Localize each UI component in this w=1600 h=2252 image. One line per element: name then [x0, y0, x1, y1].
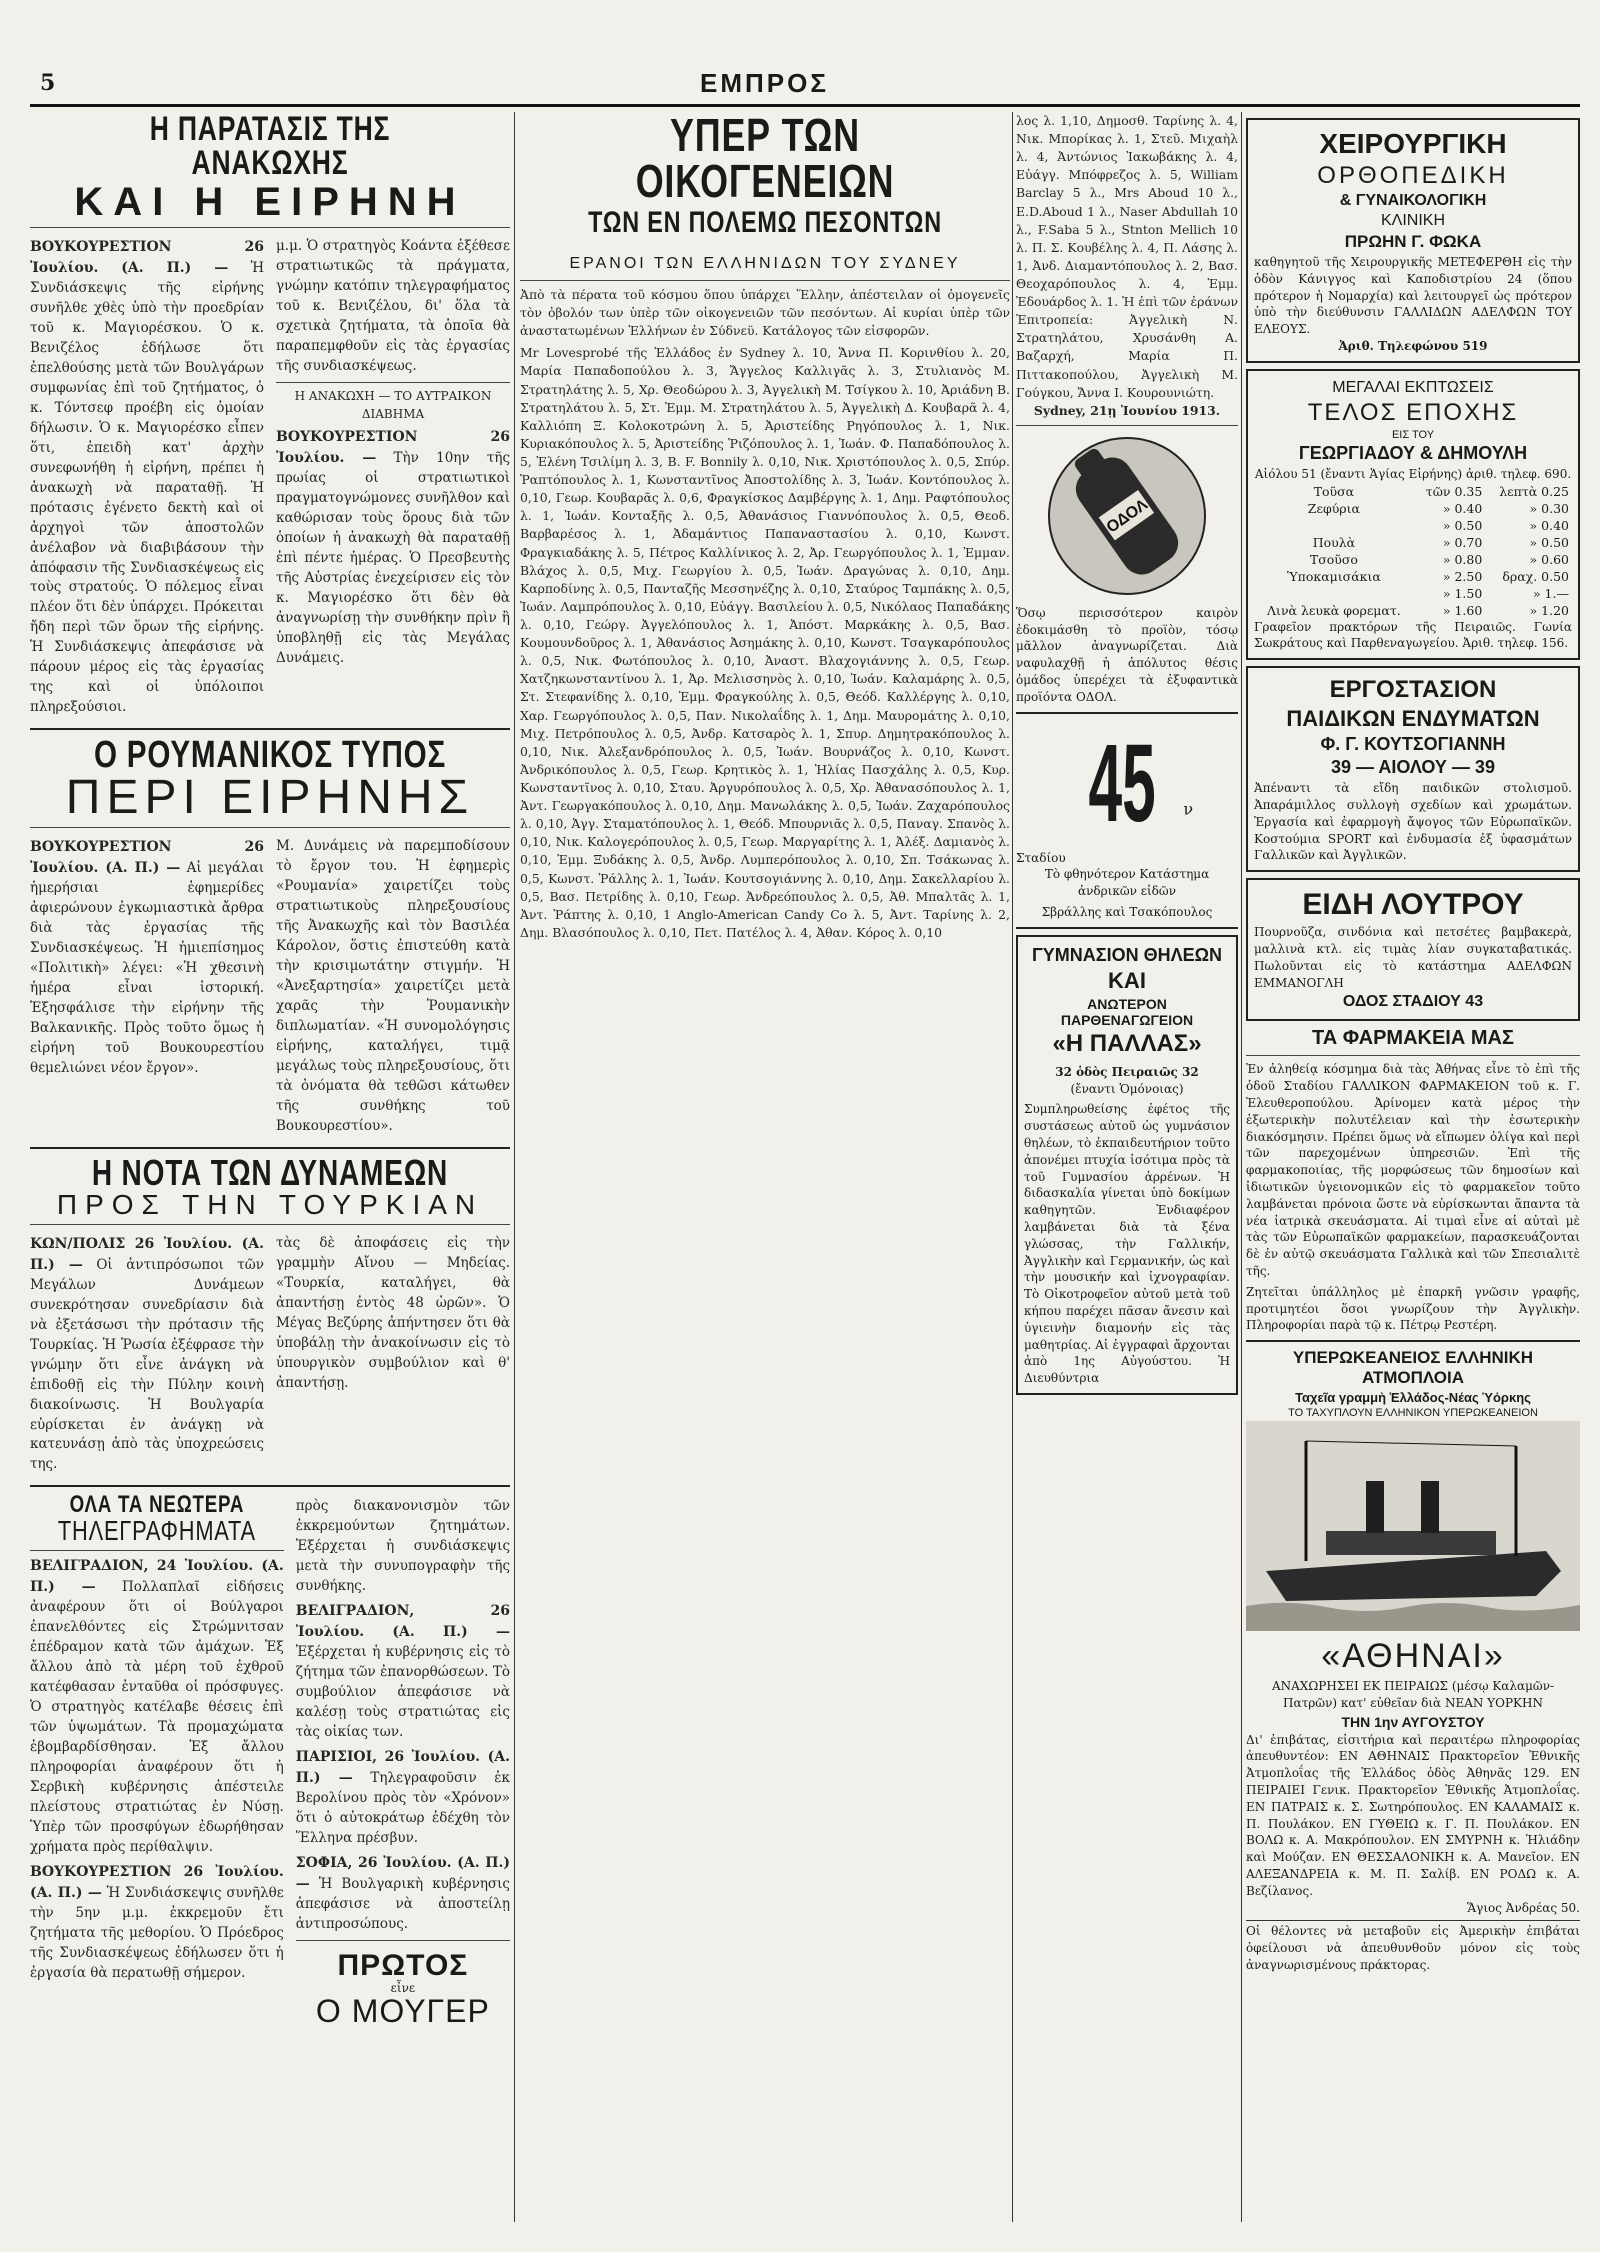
price-cell: » 1.60 [1442, 602, 1483, 618]
price-row [1254, 534, 1572, 551]
article-body: ΣΟΦΙΑ, 26 Ἰουλίου. (Α. Π.) — Ἡ Βουλγαρικὴ κυβέρνησις ἀπεφάσισε νὰ ἀποστείλῃ ἀντιπροσώπους. [295, 1854, 510, 1932]
price-row [1254, 551, 1572, 568]
ad-text: Ὅσῳ περισσότερον καιρὸν ἐδοκιμάσθη τὸ προϊὸν, τόσῳ μᾶλλον ἀναγνωρίζεται. Διὰ ναφυλαχθῇ ἡ ἀπόλυτος θέσις ὁμάδος ὑπερέχει τὰ ἐξυφαντικὰ προϊόντα ΟΔΟΛ. [1016, 605, 1238, 704]
article-body: τὰς δὲ ἀποφάσεις εἰς τὴν γραμμὴν Αἴνου — Μηδείας. «Τουρκία, καταλήγει, θὰ ἀπαντήσῃ ἐντὸς 48 ὡρῶν». Ὁ Μέγας Βεζύρης ἀπήντησεν ὅτι θὰ ὑποβάλῃ τὴν ἀνακοίνωσιν εἰς τὸ ὑπουργικὸν συμβούλιον καὶ θ' ἀπαντήσῃ. [276, 1234, 510, 1391]
article-body: ΒΟΥΚΟΥΡΕΣΤΙΟΝ 26 Ἰουλίου. — Τὴν 10ην τῆς πρωίας οἱ στρατιωτικοὶ πραγματογνώμονες συνῆλθον καὶ καθώρισαν τοὺς ὅρους διὰ τῶν ὁποίων ἡ ἀνακωχὴ θὰ παραταθῇ ἐπὶ πέντε ἡμέρας. Ὁ Πρεσβευτὴς τῆς Αὐστρίας ἐνεχείρισεν εἰς τὸν κ. Μαγιορέσκο ὅτι δὲν θὰ ἀναγνωρίσῃ τὴν συνθήκην πρὶν ἢ ὑποβληθῇ εἰς τὰς Μεγάλας Δυνάμεις. [276, 429, 510, 666]
article-body: Ἐν ἀληθείᾳ κόσμημα διὰ τὰς Ἀθήνας εἶνε τὸ ἐπὶ τῆς ὁδοῦ Σταδίου ΓΑΛΛΙΚΟΝ ΦΑΡΜΑΚΕΙΟΝ τοῦ κ. Γ. Ἐλευθεροπούλου. Ἀρίνομεν κατὰ μέρος τὴν ἐξωτερικὴν πολυτέλειαν καὶ τὴν ἐσωτερικὴν διακόσμησιν. Πρέπει ὅμως νὰ εἴπωμεν ὀλίγα καὶ περὶ τῶν παρεχομένων ὑπηρεσιῶν. Ἐπὶ τῆς φαρμακοποιίας, τῆς μορφώσεως τῶν δημοσίων καὶ ἰδιωτικῶν ὑγειονομικῶν εἰς τὸ φαρμακεῖον τοῦτο λαμβάνεται πρόνοια ὥστε νὰ εὑρίσκωνται ἅπαντα τὰ νέα ἰατρικὰ σκευάσματα. Αἱ τιμαὶ εἶνε αἱ αὐταὶ μὲ τὰς τῶν Εὐρωπαϊκῶν φαρμακείων, παρασκευάζονται δὲ ἐν αὐτῷ σκευάσματα Γαλλικὰ καὶ τῶν Σπεσιαλιτὲ τῆς. [1246, 1062, 1580, 1278]
price-row [1254, 483, 1572, 500]
ad-title: ΟΡΘΟΠΕΔΙΚΗ [1317, 162, 1509, 189]
article-body: ΒΕΛΙΓΡΑΔΙΟΝ, 26 Ἰουλίου. (Α. Π.) — Ἐξέρχεται ἡ κυβέρνησις εἰς τὸ ζήτημα τῶν ἐπανορθώσεων. Τὸ συμβούλιον ἀπεφάσισε νὰ καλέσῃ τοὺς στρατιώτας εἰς τὰς οἰκίας των. [295, 1603, 510, 1741]
ad-title: ΠΑΙΔΙΚΩΝ ΕΝΔΥΜΑΤΩΝ [1286, 706, 1540, 732]
price-cell: » 0.30 [1529, 500, 1569, 516]
ad-title: Ο ΜΟΥΓΕΡ [315, 1992, 490, 2029]
price-cell: » 1.20 [1529, 602, 1569, 618]
ad-address: 39 — ΑΙΟΛΟΥ — 39 [1331, 757, 1495, 778]
price-cell: Ζεφύρια [1307, 500, 1361, 516]
article-body: ΠΑΡΙΣΙΟΙ, 26 Ἰουλίου. (Α. Π.) — Τηλεγραφοῦσιν ἐκ Βερολίνου πρὸς τὸν «Χρόνον» ὅτι ὁ αὐτοκράτωρ ἐδέχθη τὸν Ἕλληνα πρέσβυν. [295, 1749, 510, 1846]
ad-text: Ἅγιος Ἀνδρέας 50. [1467, 1900, 1580, 1915]
ad-title: ΠΡΩΗΝ Γ. ΦΩΚΑ [1344, 232, 1482, 251]
school-name: «Η ΠΑΛΛΑΣ» [1052, 1029, 1202, 1057]
article-title: ΠΕΡΙ ΕΙΡΗΝΗΣ [65, 771, 475, 825]
ship-name: «ΑΘΗΝΑΙ» [1321, 1637, 1505, 1676]
price-cell [1254, 517, 1414, 534]
price-cell: Τοῦσα [1313, 483, 1355, 499]
column-divider [1012, 112, 1013, 2222]
article-title: ΚΑΙ Η ΕΙΡΗΝΗ [74, 180, 466, 224]
price-cell: λεπτὰ 0.25 [1499, 483, 1569, 499]
article-body: Ἀπὸ τὰ πέρατα τοῦ κόσμου ὅπου ὑπάρχει Ἕλλην, ἀπέστειλαν οἱ ὁμογενεῖς τὸν ὀβολόν των ὑπὲρ τῶν οἰκογενειῶν τῶν πεσόντων. Αἱ κυρίαι ὑπὲρ τῶν ἀναστατωμένων Ἑλλήνων ἐν Σύδνεϋ. Κατάλογος τῶν εἰσφορῶν. [520, 287, 1010, 339]
article-romanian-press [30, 736, 510, 1141]
header-rule [30, 104, 1580, 107]
ad-title: Ταχεῖα γραμμὴ Ἑλλάδος-Νέας Ὑόρκης [1295, 1390, 1531, 1406]
school-advert [1016, 935, 1238, 1395]
ad-title: Φ. Γ. ΚΟΥΤΣΟΓΙΑΝΝΗ [1320, 734, 1506, 755]
ad-title: ΧΕΙΡΟΥΡΓΙΚΗ [1319, 128, 1507, 159]
ad-text: ΑΝΑΧΩΡΗΣΕΙ ΕΚ ΠΕΙΡΑΙΩΣ (μέσῳ Καλαμῶν-Πατρῶν) κατ' εὐθεῖαν διὰ ΝΕΑΝ ΥΟΡΚΗΝ [1271, 1679, 1555, 1710]
price-row [1254, 500, 1572, 517]
odol-bottle-icon [1027, 431, 1227, 601]
article-body: ΚΩΝ/ΠΟΛΙΣ 26 Ἰουλίου. (Α. Π.) — Οἱ ἀντιπρόσωποι τῶν Μεγάλων Δυνάμεων συνεκρότησαν συνεδρίασιν διὰ νὰ ἐξετάσωσι τὴν πρότασιν τῆς Τουρκίας. Ἡ Ῥωσία ἐξέφρασε τὴν γνώμην ὅτι εἶνε ἀνάγκη νὰ ἐπιδοθῇ εἰς τὴν Πύλην κοινὴ διακοίνωσις. Ἡ Βουλγαρία εὑρίσκεται ἐν ἀνάγκῃ νὰ κατευνάσῃ ἀπὸ τὰς ὑποχρεώσεις της. [30, 1235, 264, 1473]
dateline: Sydney, 21ῃ Ἰουνίου 1913. [1033, 402, 1221, 418]
ad-address: 32 ὁδὸς Πειραιῶς 32 [1055, 1064, 1199, 1079]
price-cell: Πουλὰ [1312, 534, 1356, 550]
price-row [1254, 585, 1572, 602]
ad-title: ΕΙΣ ΤΟΥ [1391, 428, 1435, 441]
street-number: 45 [1088, 721, 1156, 845]
column-3 [1016, 112, 1238, 2222]
price-table [1254, 483, 1572, 619]
masthead: ΕΜΠΡΟΣ [700, 68, 829, 98]
ad-text: Δι' ἐπιβάτας, εἰσιτήρια καὶ περαιτέρω πληροφορίας ἀπευθυντέον: ΕΝ ΑΘΗΝΑΙΣ Πρακτορεῖον Ἐθνικῆς Ἀτμοπλοΐας τῆς Ἑλλάδος ὁδὸς Ἀθηνᾶς 129. ΕΝ ΠΕΙΡΑΙΕΙ Γενικ. Πρακτορεῖον Ἐθνικῆς Ἀτμοπλοΐας. ΕΝ ΠΑΤΡΑΙΣ κ. Σ. Σωτηρόπουλος. ΕΝ ΚΑΛΑΜΑΙΣ κ. Π. Πουλάκον. ΕΝ ΓΥΘΕΙΩ κ. Γ. Π. Πουλάκον. ΕΝ ΒΟΛΩ κ. Α. Μακρόπουλον. ΕΝ ΣΜΥΡΝΗ κ. Ἠλιάδην καὶ Μούζαν. ΕΝ ΘΕΣΣΑΛΟΝΙΚΗ κ. Α. Μανεῖον. ΕΝ ΑΛΕΞΑΝΔΡΕΙΑ κ. Μ. Π. Σαλίβ. ΕΝ ΡΟΔΩ κ. Α. Βεζίλανος. [1246, 1732, 1580, 1898]
article-title: ΠΡΟΣ ΤΗΝ ΤΟΥΡΚΙΑΝ [56, 1188, 484, 1220]
price-cell: Ὑποκαμισάκια [1287, 568, 1381, 584]
article-body: μ.μ. Ὁ στρατηγὸς Κοάντα ἐξέθεσε στρατιωτικῶς τὰ πράγματα, γνώμην κατόπιν τηλεγραφήματος τοῦ κ. Βενιζέλου, δι' ὅλα τὰ σχετικὰ ζητήματα, τὰ ὁποῖα θὰ παραπεμφθοῦν εἰς τὰς ἐργασίας τῆς συνδιασκέψεως. [276, 238, 510, 374]
ad-address: Αἰόλου 51 (ἔναντι Ἁγίας Εἰρήνης) ἀριθ. τηλεφ. 690. [1254, 466, 1572, 481]
clinic-advert [1246, 118, 1580, 363]
price-cell: » 0.40 [1529, 517, 1569, 533]
ad-text: Τὸ φθηνότερον Κατάστημα ἀνδρικῶν εἰδῶν [1044, 867, 1210, 899]
price-cell: Λινὰ λευκὰ φορεματ. [1267, 602, 1401, 618]
article-pharmacies [1246, 1027, 1580, 1334]
ad-title: & ΓΥΝΑΙΚΟΛΟΓΙΚΗ [1339, 192, 1487, 209]
odol-advert [1016, 431, 1238, 706]
article-title: Η ΠΑΡΑΤΑΣΙΣ ΤΗΣ ΑΝΑΚΩΧΗΣ [149, 112, 391, 182]
price-cell [1254, 585, 1414, 602]
article-subtitle: ΕΡΑΝΟΙ ΤΩΝ ΕΛΛΗΝΙΔΩΝ ΤΟΥ ΣΥΔΝΕΥ [569, 255, 961, 272]
article-title: ΤΗΛΕΓΡΑΦΗΜΑΤΑ [57, 1515, 256, 1547]
steamship-icon [1246, 1421, 1580, 1631]
price-cell: » 0.80 [1442, 551, 1483, 567]
childrens-clothing-advert [1246, 666, 1580, 872]
ad-title: ΤΟ ΤΑΧΥΠΛΟΥΝ ΕΛΛΗΝΙΚΟΝ ΥΠΕΡΩΚΕΑΝΕΙΟΝ [1288, 1407, 1538, 1420]
column-2 [520, 112, 1010, 2222]
ad-text: Γραφεῖον πρακτόρων τῆς Πειραιῶς. Γωνία Σωκράτους καὶ Παρθεναγωγείου. Ἀριθ. τηλεφ. 156. [1254, 619, 1572, 651]
article-body: πρὸς διακανονισμὸν τῶν ἐκκρεμούντων ζητημάτων. Ἐξέρχεται ἡ συνδιάσκεψις μετὰ τὴν συνυπογραφὴν τῆς συνθήκης. [295, 1498, 510, 1595]
article-body: ΒΟΥΚΟΥΡΕΣΤΙΟΝ 26 Ἰουλίου. (Α. Π.) — Ἡ Συνδιάσκεψις συνῆλθε τὴν 5ην μ.μ. ἐκκρεμοῦν ἔτι ζητήματα τῆς μεθορίου. Ὁ Πρόεδρος τῆς Συνδιασκέψεως ἐδήλωσεν ὅτι ἡ ἐργασία θὰ περατωθῇ σήμερον. [30, 1863, 284, 1981]
article-title: ΤΑ ΦΑΡΜΑΚΕΙΑ ΜΑΣ [1312, 1027, 1514, 1050]
price-row [1254, 602, 1572, 619]
ad-title: ΑΝΩΤΕΡΟΝ ΠΑΡΘΕΝΑΓΩΓΕΙΟΝ [1060, 995, 1194, 1028]
ad-text: Ἀπέναντι τὰ εἴδη παιδικῶν στολισμοῦ. Ἀπαράμιλλος συλλογὴ σχεδίων καὶ χρωμάτων. Ἐργασία καὶ ἐφαρμογὴ ἄψογος τῶν Εὐρωπαϊκῶν. Κοστούμια SPORT καὶ ἐνδυμασία ἐξ ὑφασμάτων Γαλλικῶν καὶ Ἀγγλικῶν. [1254, 781, 1572, 863]
column-divider [1241, 112, 1242, 2222]
sale-advert [1246, 369, 1580, 660]
ad-title: ΜΕΓΑΛΑΙ ΕΚΠΤΩΣΕΙΣ [1332, 378, 1494, 396]
ad-title: ΥΠΕΡΩΚΕΑΝΕΙΟΣ ΕΛΛΗΝΙΚΗ ΑΤΜΟΠΛΟΙΑ [1292, 1348, 1534, 1388]
donor-list: λος λ. 1,10, Δημοσθ. Ταρίνης λ. 4, Νικ. Μπορίκας λ. 1, Στεῦ. Μιχαὴλ λ. 4, Ἀντώνιος Ἰακωβάκης λ. 4, Εὐάγγ. Μπόφρεζος λ. 5, William Barclay 5 λ., Mrs Aboud 10 λ., E.D.Aboud 1 λ., Naser Abdullah 10 λ., F.Saba 5 λ., Stnton Mellich 10 λ. Π. Σ. Κουβέλης λ. 4, Π. Λάσης λ. 1, Ἀνδ. Διαμαντόπουλος λ. 2, Βασ. Θεοχαρόπουλος λ. 4, Ἐμμ. Ἐδουάρδος λ. 1. Ἡ ἐπὶ τῶν ἐράνων Ἐπιτροπεία: Ἀγγελικὴ Ν. Στρατηλάτου, Χρυσάνθη Α. Βαζαρχή, Μαρία Π. Πιττακοπούλου, Ἀγγελικὴ Μ. Γούγκου, Ἄννα Ι. Κουρουνιώτη. [1016, 113, 1238, 400]
ad-text: καθηγητοῦ τῆς Χειρουργικῆς ΜΕΤΕΦΕΡΘΗ εἰς τὴν ὁδὸν Κάνιγγος καὶ Καποδιστρίου 24 (ὅπου πρότερον ἡ Νομαρχία) καὶ λειτουργεῖ ὡς πρότερον ὑπὸ τὴν διεύθυνσιν ΓΑΛΛΙΔΩΝ ΑΔΕΛΦΩΝ ΤΟΥ ΕΛΕΟΥΣ. [1254, 255, 1572, 337]
bath-items-advert [1246, 878, 1580, 1021]
article-title: Η ΝΟΤΑ ΤΩΝ ΔΥΝΑΜΕΩΝ [91, 1151, 449, 1193]
article-body: ΒΕΛΙΓΡΑΔΙΟΝ, 24 Ἰουλίου. (Α. Π.) — Πολλαπλαῖ εἰδήσεις ἀναφέρουν ὅτι οἱ Βούλγαροι ἐπανελθόντες εἰς Στρώμνιτσαν ἐπέδραμον κατὰ τῶν ἀμάχων. Ἐξ ἄλλου ἀπὸ τὰ μέρη τοῦ ἐχθροῦ κατέφθασαν ἐνταῦθα οἱ πρόσφυγες. Ὁ στρατηγὸς κατέλαβε θέσεις ἐπὶ τῶν ὑψωμάτων. Τὰ προμαχώματα ἐβομβαρδίσθησαν. Ἐξ ἄλλου πληροφορίαι ἀναφέρουν ὅτι ἡ Σερβικὴ κυβέρνησις ἀπέστειλε πλείστους στρατιώτας ἐν Νύσῃ. Ὑπὲρ τῶν προσφύγων ἐδωρήθησαν χρήματα πρὸς περίθαλψιν. [30, 1558, 284, 1855]
clothing-shop-advert [1016, 720, 1238, 921]
article-title: Ο ΡΟΥΜΑΝΙΚΟΣ ΤΥΠΟΣ [93, 734, 447, 777]
price-cell: » 0.70 [1442, 534, 1483, 550]
ad-text: Πουρνοῦζα, σινδόνια καὶ πετσέτες βαμβακερὰ, μαλλινὰ κτλ. εἰς τιμὰς λίαν συγκαταβατικάς. Πωλοῦνται εἰς τὸ κατάστημα ΑΔΕΛΦΩΝ ΕΜΜΑΝΟΓΛΗ [1254, 925, 1572, 990]
ad-address: ΟΔΟΣ ΣΤΑΔΙΟΥ 43 [1342, 993, 1484, 1011]
price-cell: » 0.50 [1529, 534, 1569, 550]
ad-title: ΕΡΓΟΣΤΑΣΙΟΝ [1329, 676, 1497, 704]
price-row [1254, 568, 1572, 585]
price-cell: » 2.50 [1442, 568, 1483, 584]
donor-list: Mr Lovesprobé τῆς Ἑλλάδος ἐν Sydney λ. 10, Ἄννα Π. Κορινθίου λ. 20, Μαρία Παπαδοπούλου λ. 3, Ἄγγελος Καλλιγᾶς λ. 3, Στυλιανὸς Μ. Στρατηλάτης λ. 5, Χρ. Θεοδώρου λ. 3, Ἀγγελικὴ Μ. Τσίγκου λ. 10, Ἀριάδνη Β. Στρατηλάτου λ. 5, Στ. Ἐμμ. Μ. Στρατηλάτου λ. 5, Ἀγγελικὴ Δ. Κουβαρᾶ λ. 4, Καλλιόπη Ξ. Κολοκοτρώνη λ. 5, Ἀριστείδης Ρηγόπουλος λ. 1, Νικ. Κυριακόπουλος λ. 5, Ἀριστείδης Ῥιζόπουλος λ. 1, Ἰωάν. Φ. Παπαδόπουλος λ. 5, Ἐλένη Τσιλίμη λ. 3, Β. F. Bonnily λ. 0,10, Νικ. Χριστόπουλος λ. 0,5, Σπύρ. Ῥαπτόπουλος λ. 1, Κωνσταντῖνος Ἀποστολίδης λ. 3, Ἰωάν. Κοντόπουλος λ. 0,10, Γεωρ. Κουβαρᾶς λ. 0,6, Φραγκίσκος Δαμβέργης λ. 1, Δημ. Ραφτόπουλος λ. 1, Ἰωάν. Κονταξῆς λ. 0,5, Ἀθανάσιος Γιαννόπουλος λ. 0,5, Θεοδ. Βαρβαρέσος λ. 1, Ἀδαμάντιος Παπαναστασίου λ. 0,10, Κωνστ. Φραγκιαδάκης λ. 5, Πέτρος Καλλίνικος λ. 2, Ἀρ. Γεωργόπουλος λ. 1, Ἐμμαν. Βλάχος λ. 0,5, Μιχ. Γεωργίου λ. 0,5, Ἰωάν. Δραγώνας λ. 0,10, Δημ. Καρποδίνης λ. 0,5, Πανταζῆς Μεσσηνέζης λ. 0,10, Σταύρος Ταμπάκης λ. 0,5, Ἰωάν. Λαμπρόπουλος λ. 0,10, Εὐάγγ. Βασιλείου λ. 0,5, Νικόλαος Παπαδάκης λ. 0,10, Γεώργ. Ἀγγελόπουλος λ. 1, Ἀπόστ. Μαρκάκης λ. 0,5, Βασ. Κουμουνδοῦρος λ. 1, Ἀθανάσιος Ἀσημάκης λ. 0,10, Κωνστ. Τσαγκαρόπουλος λ. 0,5, Νικ. Φωτόπουλος λ. 0,10, Ἀναστ. Βλαχογιάννης λ. 0,5, Γεωρ. Χατζηκωνσταντίνου λ. 1, Ἀρ. Μελισσηνὸς λ. 0,10, Ἰωάν. Καλαμάρης λ. 0,5, Στ. Στεφανίδης λ. 0,10, Ἐμμ. Φραγκούλης λ. 0,5, Θεόδ. Καλλέργης λ. 0,10, Χαρ. Γεωργόπουλος λ. 0,5, Παν. Νικολαΐδης λ. 1, Δημ. Μαυρομάτης λ. 0,10, Μιχ. Πετρόπουλος λ. 0,5, Ἀνδρ. Κατσαρὸς λ. 1, Σπυρ. Δημητρακόπουλος λ. 0,10, Νικ. Ἀλεξανδρόπουλος λ. 0,5, Ἰωάν. Βουρνάζος λ. 0,10, Κωνστ. Ἀνδρικόπουλος λ. 0,5, Γεωρ. Κρητικὸς λ. 1, Ἠλίας Πασχάλης λ. 0,5, Κυρ. Κωνσταντῖνος λ. 0,10, Σταυ. Ἀργυρόπουλος λ. 0,5, Χρ. Ἀθανασόπουλος λ. 1, Ἀντ. Γεωργακόπουλος λ. 0,10, Δημ. Μανωλάκης λ. 0,5, Ἰωάν. Ζαχαρόπουλος λ. 0,10, Ἀγγ. Σταματόπουλος λ. 1, Θεόδ. Μπουρνιᾶς λ. 0,5, Παναγ. Σπανὸς λ. 0,10, Νικ. Καλογερόπουλος λ. 0,5, Γεωρ. Μαργαρίτης λ. 1, Ἀλέξ. Δαμιανὸς λ. 0,10, Ἐμμ. Ξυδάκης λ. 0,5, Ἀνδρ. Λυμπερόπουλος λ. 0,10, Σπ. Τσάκωνας λ. 0,5, Κωνστ. Ῥάλλης λ. 1, Ἰωάν. Κουτσογιάννης λ. 0,10, Δημ. Σακελλαρίου λ. 0,5, Βασ. Πετρίδης λ. 0,10, Γεωρ. Ἀνδρεόπουλος λ. 0,5, Ἀθ. Μπαλτᾶς λ. 1, Ἀντ. Ῥάπτης λ. 0,10, 1 Anglo-American Candy Co λ. 5, Ἀντ. Ταρίνης λ. 2, Δημ. Βλασόπουλος λ. 0,10, Πετ. Πατέλος λ. 4, Ἀθαν. Κόρος λ. 0,10 [520, 345, 1010, 940]
subheading: Η ΑΝΑΚΩΧΗ — ΤΟ ΑΥΤΡΑΙΚΟΝ ΔΙΑΒΗΜΑ [294, 388, 492, 421]
article-body: Μ. Δυνάμεις νὰ παρεμποδίσουν τὸ ἔργον του. Ἡ ἐφημερὶς «Ρουμανία» χαιρετίζει τοὺς στρατιωτικοὺς πληρεξουσίους τῆς Ἀνακωχῆς καὶ τὸν Βασιλέα Κάρολον, ὅστις ἐπιστεύθη κατὰ τὴν κρισιμωτάτην στιγμήν. Ἡ «Ἀνεξαρτησία» χαιρετίζει μετὰ χαρᾶς τὴν Ῥουμανικὴν διπλωματίαν. «Ἡ συνομολόγησις εἰρήνης, καταλήγει, τιμᾷ μεγάλως τοὺς πληρεξουσίους, ὅτι τὰ ὀνόματα θὰ τεθῶσι κάτωθεν τῆς συνθήκης τοῦ Βουκουρεστίου». [276, 838, 510, 1134]
article-powers-note [30, 1151, 510, 1480]
ad-title: ΚΑΙ [1108, 967, 1146, 993]
ad-phone: Ἀριθ. Τηλεφώνου 519 [1338, 338, 1488, 353]
price-cell: » 0.40 [1442, 500, 1483, 516]
odol-label: ΟΔΟΛ [1103, 496, 1151, 537]
shipping-advert [1246, 1348, 1580, 1974]
price-cell: δραχ. 0.50 [1502, 568, 1569, 584]
price-cell: » 1.— [1532, 585, 1569, 601]
article-title: ΤΩΝ ΕΝ ΠΟΛΕΜΩ ΠΕΣΟΝΤΩΝ [588, 206, 942, 239]
article-armistice [30, 112, 510, 722]
ad-text: Σταδίου [1016, 850, 1066, 865]
street-number-suffix: ν [1183, 799, 1194, 819]
article-title: ΟΛΑ ΤΑ ΝΕΩΤΕΡΑ [69, 1491, 245, 1519]
ad-text: εἶνε [390, 1980, 416, 1995]
price-cell: » 1.50 [1442, 585, 1483, 601]
price-cell: τῶν 0.35 [1425, 483, 1483, 499]
ad-text: Σβράλλης καὶ Τσακόπουλος [1041, 905, 1213, 920]
article-body: ΒΟΥΚΟΥΡΕΣΤΙΟΝ 26 Ἰουλίου. (Α. Π.) — Αἱ μεγάλαι ἡμερήσιαι ἐφημερίδες ἀφιερώνουν ἐγκωμιαστικὰ ἄρθρα διὰ τὰς ἐργασίας τῆς Συνδιασκέψεως. Ἡ ἡμιεπίσημος «Πολιτικὴ» λέγει: «Ἡ χθεσινὴ ἡμέρα εἶναι ἱστορική. Ἐξησφάλισε τὴν εἰρήνην τῆς Βαλκανικῆς. Πρὸς τοῦτο ὅμως ἡ εἰρήνη τοῦ Βουκουρεστίου θεμελιώνει νέον ἔργον». [30, 839, 264, 1076]
ad-text: Συμπληρωθείσης ἐφέτος τῆς συστάσεως αὐτοῦ ὡς γυμνάσιον θηλέων, τὸ ἐκπαιδευτήριον τοῦτο ἀπονέμει πτυχία ἰσότιμα πρὸς τὰ τοῦ Γυμνασίου ἀρρένων. Ἡ διδασκαλία γίνεται ὑπὸ δοκίμων καθηγητῶν. Ἐνδιαφέρον λαμβάνεται διὰ τὰ ξένα γλώσσας, τὴν Γαλλικήν, Ἀγγλικὴν καὶ Γερμανικήν, ὡς καὶ τὴν μουσικήν καὶ ἰχνογραφίαν. Τὸ Οἰκοτροφεῖον αὐτοῦ μετὰ τοῦ κήπου παρέχει πᾶσαν ἄνεσιν καὶ ὑγιεινὴν διαμονήν εἰς τὰς μαθητρίας. Αἱ ἐγγραφαὶ ἄρχονται ἀπὸ 1ης Αὐγούστου. Ἡ Διευθύντρια [1024, 1102, 1230, 1386]
ad-title: ΚΛΙΝΙΚΗ [1380, 212, 1446, 229]
price-cell: » 0.50 [1442, 517, 1483, 533]
ad-title: ΠΡΩΤΟΣ [337, 1948, 469, 1982]
ad-date: ΤΗΝ 1ην ΑΥΓΟΥΣΤΟΥ [1341, 1713, 1485, 1730]
ad-title: ΓΥΜΝΑΣΙΟΝ ΘΗΛΕΩΝ [1031, 944, 1223, 965]
article-latest-telegrams [30, 1491, 510, 2029]
ad-title: ΤΕΛΟΣ ΕΠΟΧΗΣ [1307, 398, 1519, 426]
price-cell: » 0.60 [1529, 551, 1569, 567]
ad-title: ΕΙΔΗ ΛΟΥΤΡΟΥ [1302, 888, 1524, 922]
article-title: ΥΠΕΡ ΤΩΝ ΟΙΚΟΓΕΝΕΙΩΝ [635, 112, 895, 207]
column-divider [514, 112, 515, 2222]
price-cell: Τσοῦσο [1309, 551, 1358, 567]
ad-address: (ἔναντι Ὁμόνοιας) [1070, 1081, 1184, 1096]
column-1 [30, 112, 510, 2222]
ad-title: ΓΕΩΡΓΙΑΔΟΥ & ΔΗΜΟΥΛΗ [1298, 442, 1528, 463]
ad-text: Οἱ θέλοντες νὰ μεταβοῦν εἰς Ἀμερικὴν ἐπιβάται ὀφείλουσι νὰ ἀπευθυνθοῦν μόνον εἰς τοὺς ἀναγνωρισμένους πράκτορας. [1246, 1920, 1580, 1973]
article-body: ΒΟΥΚΟΥΡΕΣΤΙΟΝ 26 Ἰουλίου. (Α. Π.) — Ἡ Συνδιάσκεψις τῆς εἰρήνης συνῆλθε χθὲς ὑπὸ τὴν προεδρίαν τοῦ κ. Μαγιορέσκου. Ὁ κ. Βενιζέλος ἐδήλωσε ὅτι ἐπελθούσης μετὰ τῶν Βουλγάρων συμφωνίας ἐπὶ τοῦ ζητήματος, ὁ κ. Τόντσεφ προέβη εἰς ὁμοίαν δήλωσιν. Ὁ κ. Μαγιορέσκο εἶπεν ὅτι, ἐπειδὴ κατ' ἀρχὴν συνεφωνήθη ἡ εἰρήνη, πρέπει ἡ ἀνακωχὴ νὰ παραταθῇ. Ἡ πρότασις ἐγένετο δεκτὴ καὶ οἱ ἀρχηγοὶ τῶν ἀποστολῶν ἀνέλαβον νὰ διαβιβάσουν τὴν ἀπόφασιν τῆς Συνδιασκέψεως εἰς τοὺς στρατούς. Ὁ πόλεμος εἶναι πλέον ὅτι δὲν ὑπάρχει. Πρόκειται ἤδη περὶ τῶν ὅρων τῆς εἰρήνης. Ἡ Συνδιάσκεψις ἀπεφάσισε νὰ πάρουν μέρος εἰς τὰς ἐργασίας της καὶ οἱ ὑπόλοιποι πληρεξούσιοι. [30, 239, 265, 716]
page-number: 5 [40, 70, 56, 96]
article-body: Ζητεῖται ὑπάλληλος μὲ ἐπαρκῆ γνῶσιν γραφῆς, προτιμητέοι ὅσοι γνωρίζουν τὴν Ἀγγλικὴν. Πληροφορίαι παρὰ τῷ κ. Πέτρῳ Ρεστέρη. [1246, 1284, 1580, 1333]
column-4 [1246, 112, 1580, 2222]
price-row [1254, 517, 1572, 534]
